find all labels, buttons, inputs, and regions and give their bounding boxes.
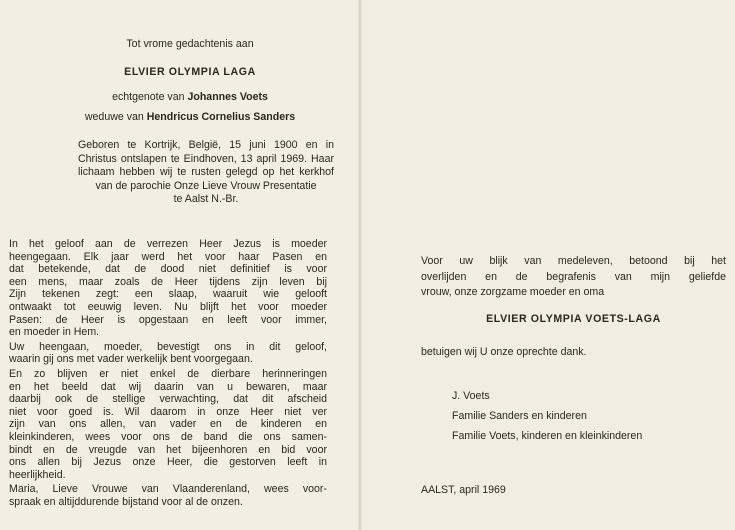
para-line: en moeder in Hem. bbox=[9, 326, 100, 339]
right-deceased-name bbox=[421, 313, 726, 327]
para-line: Maria, Lieve Vrouwe van Vlaanderenland, wees voor- bbox=[9, 483, 327, 496]
memorial-heading: Tot vrome gedachtenis aan bbox=[126, 38, 254, 50]
paragraph-2 bbox=[9, 341, 327, 366]
para-line: ons allen bij Jezus onze Heer, die gestorven leeft in bbox=[9, 456, 327, 469]
thanks-line: Voor uw blijk van medeleven, betoond bij het bbox=[421, 255, 726, 267]
card-fold bbox=[358, 0, 362, 530]
widow-name: Hendricus Cornelius Sanders bbox=[146, 111, 296, 123]
spouse-prefix: echtgenote van bbox=[112, 91, 185, 103]
signatory: J. Voets bbox=[452, 390, 490, 402]
para-line: niet voor goed is. Wil daarom in onze Heer niet ver bbox=[9, 405, 327, 418]
para-line: zijn van ons allen, van vader en de kinderen en bbox=[9, 418, 327, 431]
bio-line: van de parochie Onze Lieve Vrouw Presentatie bbox=[95, 179, 317, 192]
deceased-name-text: ELVIER OLYMPIA LAGA bbox=[124, 66, 256, 78]
signatory: Familie Voets, kinderen en kleinkinderen bbox=[452, 430, 643, 442]
para-line: waarin gij ons met vader werkelijk bent voorgegaan. bbox=[9, 353, 253, 366]
para-line: Zijn tekenen zegt: een slaap, waaruit wie gelooft bbox=[9, 288, 327, 301]
paragraph-1 bbox=[9, 238, 327, 339]
para-line: kleinkinderen, wees voor ons de band die ons samen- bbox=[9, 430, 327, 443]
spouse-line bbox=[40, 91, 340, 105]
bio-line: Christus ontslapen te Eindhoven, 13 april 1969. Haar bbox=[78, 152, 334, 165]
para-line: En zo blijven er niet enkel de dierbare herinneringen bbox=[9, 367, 327, 380]
gratitude-line bbox=[421, 346, 726, 360]
para-line: een mens, maar zoals de Heer tijdens zijn leven bij bbox=[9, 275, 327, 288]
thanks-line: vrouw, onze zorgzame moeder en oma bbox=[421, 286, 605, 298]
bio-line: te Aalst N.-Br. bbox=[173, 193, 239, 205]
signatory: Familie Sanders en kinderen bbox=[452, 410, 587, 422]
para-line: dat betekende, dat de dood niet definitief is voor bbox=[9, 263, 327, 276]
spouse-name: Johannes Voets bbox=[187, 91, 268, 103]
prayer-text bbox=[9, 238, 327, 508]
gratitude-text: betuigen wij U onze oprechte dank. bbox=[421, 346, 587, 358]
para-line: Pasen: de Heer is opgestaan en leeft voor immer, bbox=[9, 313, 327, 326]
para-line: heerlijkheid. bbox=[9, 468, 66, 481]
para-line: heengegaan. Elk jaar werd het voor haar Pasen en bbox=[9, 250, 327, 263]
thanks-line: overlijden en de begrafenis van mijn geliefde bbox=[421, 270, 726, 283]
para-line: spraak en altijddurende bijstand voor al de onzen. bbox=[9, 495, 243, 508]
signatories bbox=[452, 386, 722, 446]
para-line: In het geloof aan de verrezen Heer Jezus is moeder bbox=[9, 238, 327, 250]
para-line: bindt en de vreugde van het bijeenhoren en bid voor bbox=[9, 443, 327, 456]
bio-line: Geboren te Kortrijk, België, 15 juni 1900 en in bbox=[78, 139, 334, 151]
widow-prefix: weduwe van bbox=[84, 111, 144, 123]
left-heading bbox=[40, 38, 340, 52]
para-line: Uw heengaan, moeder, bevestigt ons in dit geloof, bbox=[9, 340, 327, 353]
deceased-name bbox=[40, 66, 340, 80]
para-line: en het beeld dat wij daarin van u bewaren, maar bbox=[9, 380, 327, 393]
para-line: ontwaakt tot eeuwig leven. Nu blijft het voor moeder bbox=[9, 300, 327, 313]
place-date bbox=[421, 484, 621, 498]
widow-line bbox=[40, 111, 340, 125]
paragraph-3 bbox=[9, 368, 327, 481]
bio-block bbox=[78, 139, 334, 207]
thanks-block bbox=[421, 254, 726, 301]
bio-line: lichaam hebben wij te rusten gelegd op het kerkhof bbox=[78, 166, 334, 178]
paragraph-4 bbox=[9, 483, 327, 508]
place-date-text: AALST, april 1969 bbox=[421, 484, 506, 496]
para-line: daarbij ook de stellige verwachting, dat dit afscheid bbox=[9, 393, 327, 406]
right-name-text: ELVIER OLYMPIA VOETS-LAGA bbox=[486, 313, 661, 325]
